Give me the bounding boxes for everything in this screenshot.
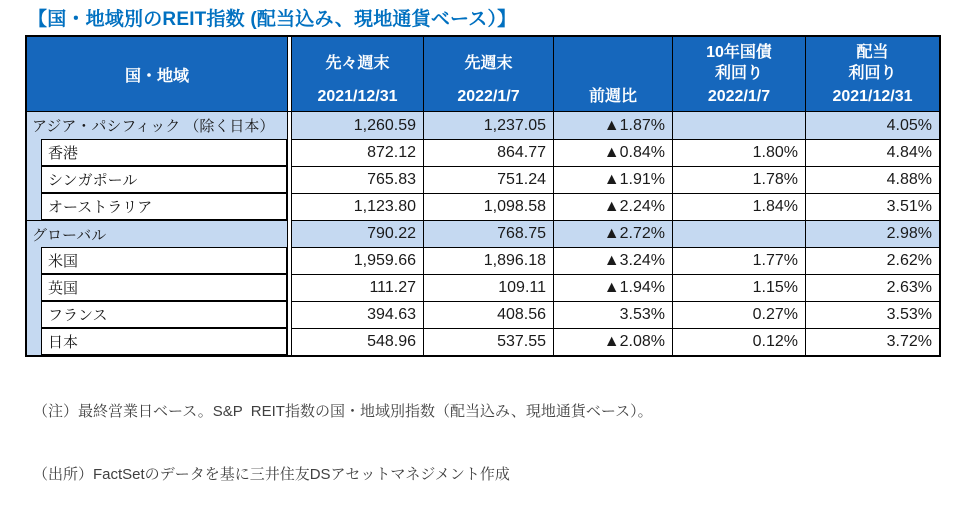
header-prev-weekend xyxy=(424,37,554,112)
region-label: アジア・パシフィック （除く日本） xyxy=(32,118,275,135)
change-value: ▲2.08% xyxy=(554,328,673,355)
table-row xyxy=(27,328,939,355)
header-week-change xyxy=(554,37,673,112)
dividend-value: 2.63% xyxy=(806,274,939,301)
table-row xyxy=(27,220,939,247)
table-row xyxy=(27,274,939,301)
bond-value: 1.84% xyxy=(673,193,806,220)
dividend-value: 4.84% xyxy=(806,139,939,166)
table-row xyxy=(27,301,939,328)
table-row xyxy=(27,166,939,193)
change-value: ▲3.24% xyxy=(554,247,673,274)
change-value: ▲2.72% xyxy=(554,220,673,247)
region-cell xyxy=(27,328,287,355)
region-label: シンガポール xyxy=(41,166,287,193)
dividend-value: 3.72% xyxy=(806,328,939,355)
prev2-value: 394.63 xyxy=(292,301,424,328)
region-label: グローバル xyxy=(32,226,107,244)
region-cell xyxy=(27,166,287,193)
dividend-value: 4.05% xyxy=(806,112,939,139)
region-cell xyxy=(27,274,287,301)
dividend-value: 2.62% xyxy=(806,247,939,274)
change-value: ▲0.84% xyxy=(554,139,673,166)
header-bond-line2: 利回り xyxy=(714,65,763,82)
change-value: ▲1.87% xyxy=(554,112,673,139)
table-row xyxy=(27,247,939,274)
header-dividend-yield xyxy=(806,37,939,112)
bond-value: 1.78% xyxy=(673,166,806,193)
header-prev2-label: 先々週末 xyxy=(325,54,390,72)
region-label: 日本 xyxy=(41,328,287,355)
page-title: 【国・地域別のREIT指数 (配当込み、現地通貨ベース）】 xyxy=(28,9,517,30)
header-change-label: 前週比 xyxy=(588,88,637,105)
dividend-value: 4.88% xyxy=(806,166,939,193)
header-region-label: 国・地域 xyxy=(124,67,189,85)
bond-value: 1.77% xyxy=(673,247,806,274)
prev-value: 751.24 xyxy=(424,166,554,193)
bond-value: 0.27% xyxy=(673,301,806,328)
prev-value: 1,237.05 xyxy=(424,112,554,139)
prev-value: 408.56 xyxy=(424,301,554,328)
region-label: フランス xyxy=(41,301,287,328)
dividend-value: 2.98% xyxy=(806,220,939,247)
bond-value: 0.12% xyxy=(673,328,806,355)
prev-value: 537.55 xyxy=(424,328,554,355)
header-prev-label: 先週末 xyxy=(464,54,513,72)
change-value: ▲1.94% xyxy=(554,274,673,301)
region-cell xyxy=(27,139,287,166)
region-cell xyxy=(27,220,287,247)
header-prev-date: 2022/1/7 xyxy=(457,88,520,105)
region-label: オーストラリア xyxy=(41,193,287,220)
header-gov-bond-yield xyxy=(673,37,806,112)
table-row xyxy=(27,193,939,220)
table-row xyxy=(27,139,939,166)
prev2-value: 872.12 xyxy=(292,139,424,166)
prev-value: 109.11 xyxy=(424,274,554,301)
prev2-value: 1,123.80 xyxy=(292,193,424,220)
bond-value: 1.15% xyxy=(673,274,806,301)
header-prev2-weekend xyxy=(292,37,424,112)
change-value: ▲2.24% xyxy=(554,193,673,220)
region-label: 英国 xyxy=(41,274,287,301)
table-row xyxy=(27,112,939,139)
prev2-value: 1,959.66 xyxy=(292,247,424,274)
change-value: 3.53% xyxy=(554,301,673,328)
footnotes xyxy=(33,359,653,506)
header-prev2-date: 2021/12/31 xyxy=(317,88,398,105)
region-label: 米国 xyxy=(41,247,287,274)
header-bond-date: 2022/1/7 xyxy=(707,88,771,105)
prev-value: 1,098.58 xyxy=(424,193,554,220)
region-cell xyxy=(27,112,287,139)
region-label: 香港 xyxy=(41,139,287,166)
change-value: ▲1.91% xyxy=(554,166,673,193)
prev-value: 864.77 xyxy=(424,139,554,166)
dividend-value: 3.53% xyxy=(806,301,939,328)
prev2-value: 111.27 xyxy=(292,274,424,301)
bond-value xyxy=(673,220,806,247)
bond-value: 1.80% xyxy=(673,139,806,166)
prev-value: 768.75 xyxy=(424,220,554,247)
header-div-date: 2021/12/31 xyxy=(832,88,913,105)
region-cell xyxy=(27,247,287,274)
prev-value: 1,896.18 xyxy=(424,247,554,274)
note-line: （注）最終営業日ベース。S&P REIT指数の国・地域別指数（配当込み、現地通貨ベース）。 xyxy=(33,403,653,420)
region-cell xyxy=(27,301,287,328)
source-line: （出所）FactSetのデータを基に三井住友DSアセットマネジメント作成 xyxy=(33,466,510,483)
prev2-value: 765.83 xyxy=(292,166,424,193)
table-header-row xyxy=(27,37,939,112)
reit-index-table xyxy=(25,35,941,357)
region-cell xyxy=(27,193,287,220)
bond-value xyxy=(673,112,806,139)
prev2-value: 1,260.59 xyxy=(292,112,424,139)
dividend-value: 3.51% xyxy=(806,193,939,220)
header-div-line2: 利回り xyxy=(848,65,897,82)
table-body xyxy=(27,112,939,355)
prev2-value: 790.22 xyxy=(292,220,424,247)
header-region xyxy=(27,37,287,112)
header-bond-line1: 10年国債 xyxy=(706,44,772,61)
prev2-value: 548.96 xyxy=(292,328,424,355)
header-div-line1: 配当 xyxy=(856,44,889,61)
